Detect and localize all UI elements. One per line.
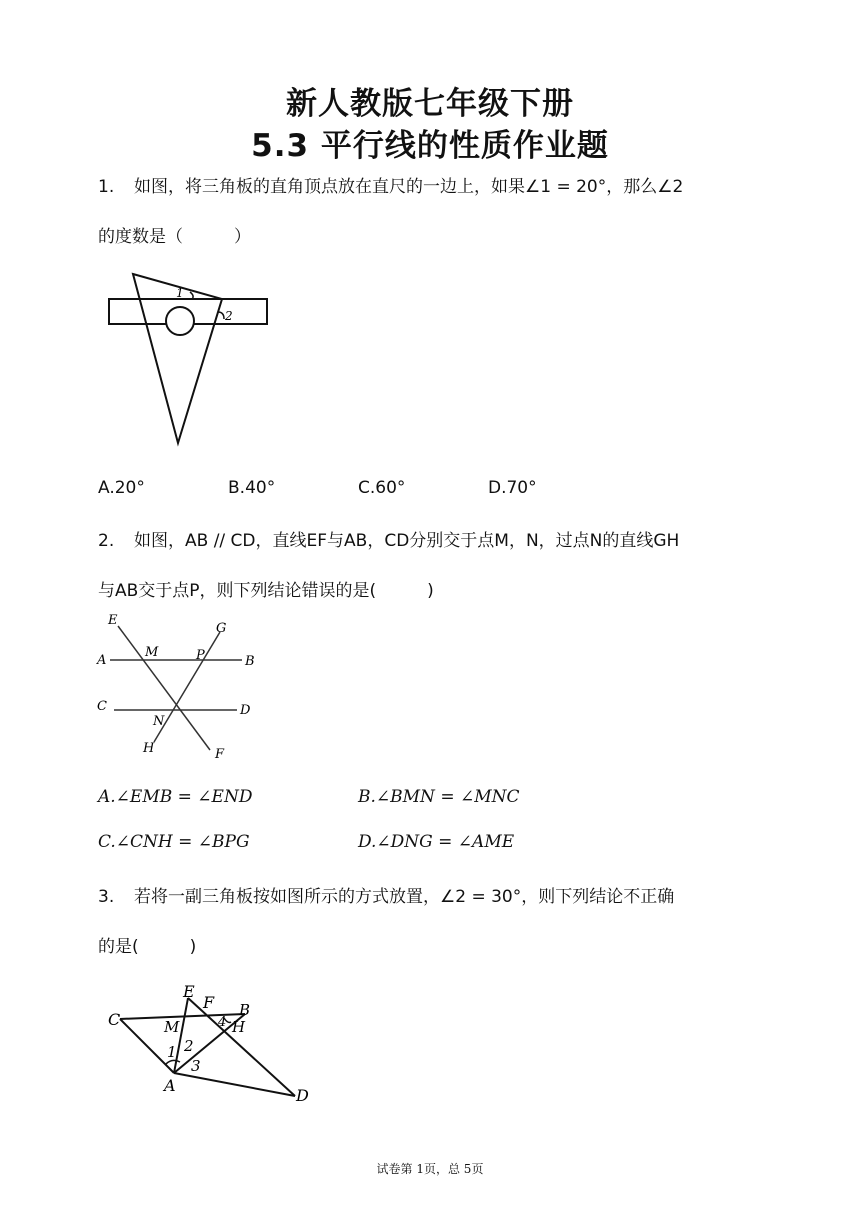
label-m: M — [145, 645, 159, 660]
label-d: D — [240, 703, 251, 718]
label-a: A — [164, 1076, 176, 1095]
label-a: A — [97, 653, 107, 668]
q2-option-c: C.∠CNH = ∠BPG — [98, 832, 250, 852]
question-number: 2. — [98, 531, 115, 551]
line-ef — [118, 626, 210, 750]
parallel-lines-diagram — [92, 610, 272, 760]
question-3-text — [98, 872, 778, 972]
label-g: G — [216, 621, 227, 636]
question-2-figure — [92, 610, 272, 764]
question-stem-line2: 的是( ) — [98, 937, 197, 957]
label-c: C — [108, 1010, 121, 1029]
triangle-hole — [166, 307, 194, 335]
q2-option-a: A.∠EMB = ∠END — [98, 787, 253, 807]
label-p: P — [196, 648, 205, 663]
ruler-triangle-diagram — [100, 268, 280, 453]
document-title-line1: 新人教版七年级下册 — [286, 86, 574, 122]
q2-option-b: B.∠BMN = ∠MNC — [358, 787, 520, 807]
document-title-line2: 5.3 平行线的性质作业题 — [251, 128, 609, 164]
q1-option-a: A.20° — [98, 478, 145, 498]
angle-2-arc — [218, 312, 224, 319]
label-4: 4 — [218, 1015, 227, 1030]
label-e: E — [108, 613, 118, 628]
label-f: F — [215, 747, 225, 760]
question-stem-line1: 如图，AB // CD，直线EF与AB，CD分别交于点M，N，过点N的直线GH — [134, 531, 680, 551]
angle-label-2: 2 — [225, 309, 233, 323]
label-f: F — [203, 993, 215, 1012]
label-1: 1 — [167, 1043, 177, 1061]
question-stem-line2: 与AB交于点P，则下列结论错误的是( ) — [98, 581, 434, 601]
label-e: E — [183, 982, 195, 1001]
question-stem-line1: 若将一副三角板按如图所示的方式放置，∠2 = 30°，则下列结论不正确 — [134, 887, 675, 907]
label-c: C — [97, 699, 107, 714]
angle-1-arc — [190, 292, 193, 299]
question-1-text — [98, 162, 778, 262]
label-h: H — [232, 1018, 246, 1036]
q1-option-c: C.60° — [358, 478, 406, 498]
label-b: B — [245, 654, 255, 669]
q1-option-b: B.40° — [228, 478, 276, 498]
question-number: 1. — [98, 177, 115, 197]
label-b: B — [239, 1001, 251, 1019]
question-stem-line2: 的度数是（ ） — [98, 227, 251, 247]
label-m: M — [164, 1018, 180, 1036]
label-3: 3 — [191, 1057, 201, 1075]
angle-label-1: 1 — [176, 286, 184, 300]
page-footer: 试卷第 1页，总 5页 — [376, 1162, 484, 1176]
q1-option-d: D.70° — [488, 478, 537, 498]
question-1-figure — [100, 268, 280, 457]
question-3-figure — [100, 978, 325, 1112]
set-squares-diagram — [100, 978, 325, 1108]
label-2: 2 — [184, 1037, 194, 1055]
question-stem-line1: 如图，将三角板的直角顶点放在直尺的一边上，如果∠1 = 20°，那么∠2 — [134, 177, 684, 197]
side-ad — [174, 1073, 295, 1096]
question-number: 3. — [98, 887, 115, 907]
q2-option-d: D.∠DNG = ∠AME — [358, 832, 515, 852]
question-2-text — [98, 516, 778, 616]
label-h: H — [143, 741, 155, 756]
label-d: D — [296, 1086, 309, 1105]
label-n: N — [153, 714, 165, 729]
